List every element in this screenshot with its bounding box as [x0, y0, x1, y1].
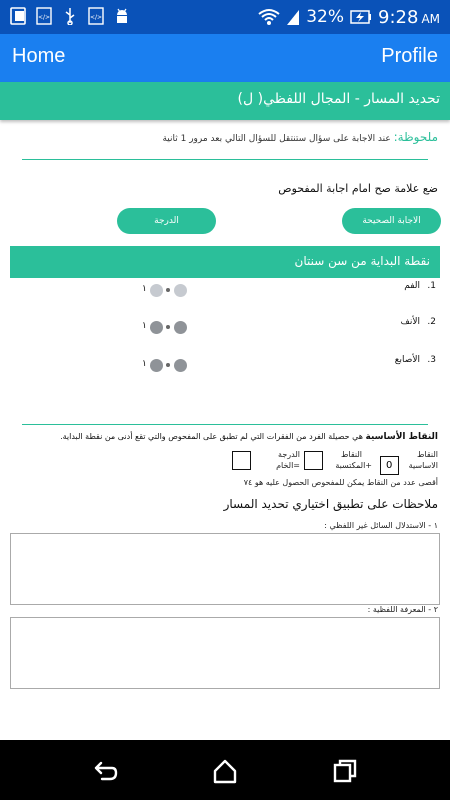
option-separator [166, 363, 170, 367]
signal-icon [286, 8, 300, 26]
tablet-icon [10, 7, 26, 25]
correct-answer-button[interactable]: الاجابة الصحيحة [342, 208, 441, 234]
option-one-radio[interactable] [150, 359, 163, 372]
earned-points-box[interactable] [304, 451, 323, 470]
option-zero-radio[interactable] [174, 359, 187, 372]
note [162, 130, 438, 144]
notes-title: ملاحظات على تطبيق اختياري تحديد المسار [223, 497, 438, 511]
raw-score-label-2: =الخام [276, 461, 300, 470]
basic-points-text: هي حصيلة الفرد من الفقرات التي لم تطبق على المفحوص والتي تقع أدنى من نقطة البداية. [60, 432, 363, 441]
notification-icons [10, 7, 130, 25]
home-icon[interactable] [212, 758, 238, 784]
basic-points-explanation [60, 432, 438, 442]
nonverbal-reasoning-field[interactable] [10, 533, 440, 605]
battery-charging-icon [350, 10, 372, 24]
option-separator [166, 288, 170, 292]
basic-points-box[interactable] [380, 456, 399, 475]
field2-label: ٢ - المعرفة اللفظية : [367, 605, 438, 614]
section-header [10, 246, 440, 278]
item-number-3: 3. [427, 355, 436, 365]
field1-label: ١ - الاستدلال السائل غير اللفظي : [324, 521, 438, 530]
page-title: تحديد المسار - المجال اللفظي( ل) [237, 91, 440, 107]
item-number-2: 2. [427, 317, 436, 327]
basic-points-value: 0 [386, 460, 393, 471]
item-label-1: الفم [404, 281, 420, 291]
divider-middle [22, 424, 428, 425]
option-one-radio[interactable] [150, 284, 163, 297]
code-icon-2 [88, 7, 104, 25]
recent-apps-icon[interactable] [332, 758, 358, 784]
system-nav-bar [0, 740, 450, 800]
option-one-label: ١ [142, 359, 147, 369]
wifi-icon [258, 8, 280, 26]
home-link[interactable]: Home [12, 45, 66, 67]
battery-percent: 32% [306, 7, 345, 27]
section-title: نقطة البداية من سن سنتان [294, 254, 430, 268]
score-button[interactable]: الدرجة [117, 208, 216, 234]
answer-options-3 [142, 359, 190, 373]
usb-icon [62, 7, 78, 25]
answer-options-1 [142, 284, 190, 298]
android-icon [114, 7, 130, 25]
page-title-bar [0, 82, 450, 120]
basic-points-term: النقاط الأساسية [365, 432, 438, 442]
option-separator [166, 325, 170, 329]
note-label: ملحوظة: [393, 130, 438, 144]
option-one-label: ١ [142, 321, 147, 331]
code-icon [36, 7, 52, 25]
profile-link[interactable]: Profile [381, 45, 438, 67]
status-bar [0, 0, 450, 34]
app-bar [0, 34, 450, 82]
system-indicators [258, 0, 440, 34]
divider-top [22, 159, 428, 160]
clock-ampm: AM [421, 12, 440, 26]
earned-points-label: النقاط [341, 450, 362, 459]
raw-score-label: الدرجة [278, 450, 300, 459]
option-one-label: ١ [142, 284, 147, 294]
note-text: عند الاجابة على سؤال ستنتقل للسؤال التالي بعد مرور 1 ثانية [162, 134, 391, 144]
item-label-2: الأنف [400, 317, 420, 327]
verbal-knowledge-field[interactable] [10, 617, 440, 689]
clock: 9:28 [378, 6, 419, 28]
option-one-radio[interactable] [150, 321, 163, 334]
svg-text:</>: </> [37, 14, 51, 21]
svg-text:</>: </> [89, 14, 103, 21]
back-icon[interactable] [92, 758, 118, 784]
option-zero-radio[interactable] [174, 284, 187, 297]
instruction: ضع علامة صح امام اجابة المفحوص [278, 182, 438, 195]
item-number-1: 1. [427, 281, 436, 291]
item-label-3: الأصابع [394, 355, 420, 365]
raw-score-box[interactable] [232, 451, 251, 470]
basic-points-label: النقاط [417, 450, 438, 459]
answer-options-2 [142, 321, 190, 335]
option-zero-radio[interactable] [174, 321, 187, 334]
max-points-note: أقصى عدد من النقاط يمكن للمفحوص الحصول عليه هو ٧٤ [243, 478, 438, 487]
basic-points-label-2: الاساسية [408, 461, 438, 470]
earned-points-label-2: +المكتسبة [335, 461, 372, 470]
